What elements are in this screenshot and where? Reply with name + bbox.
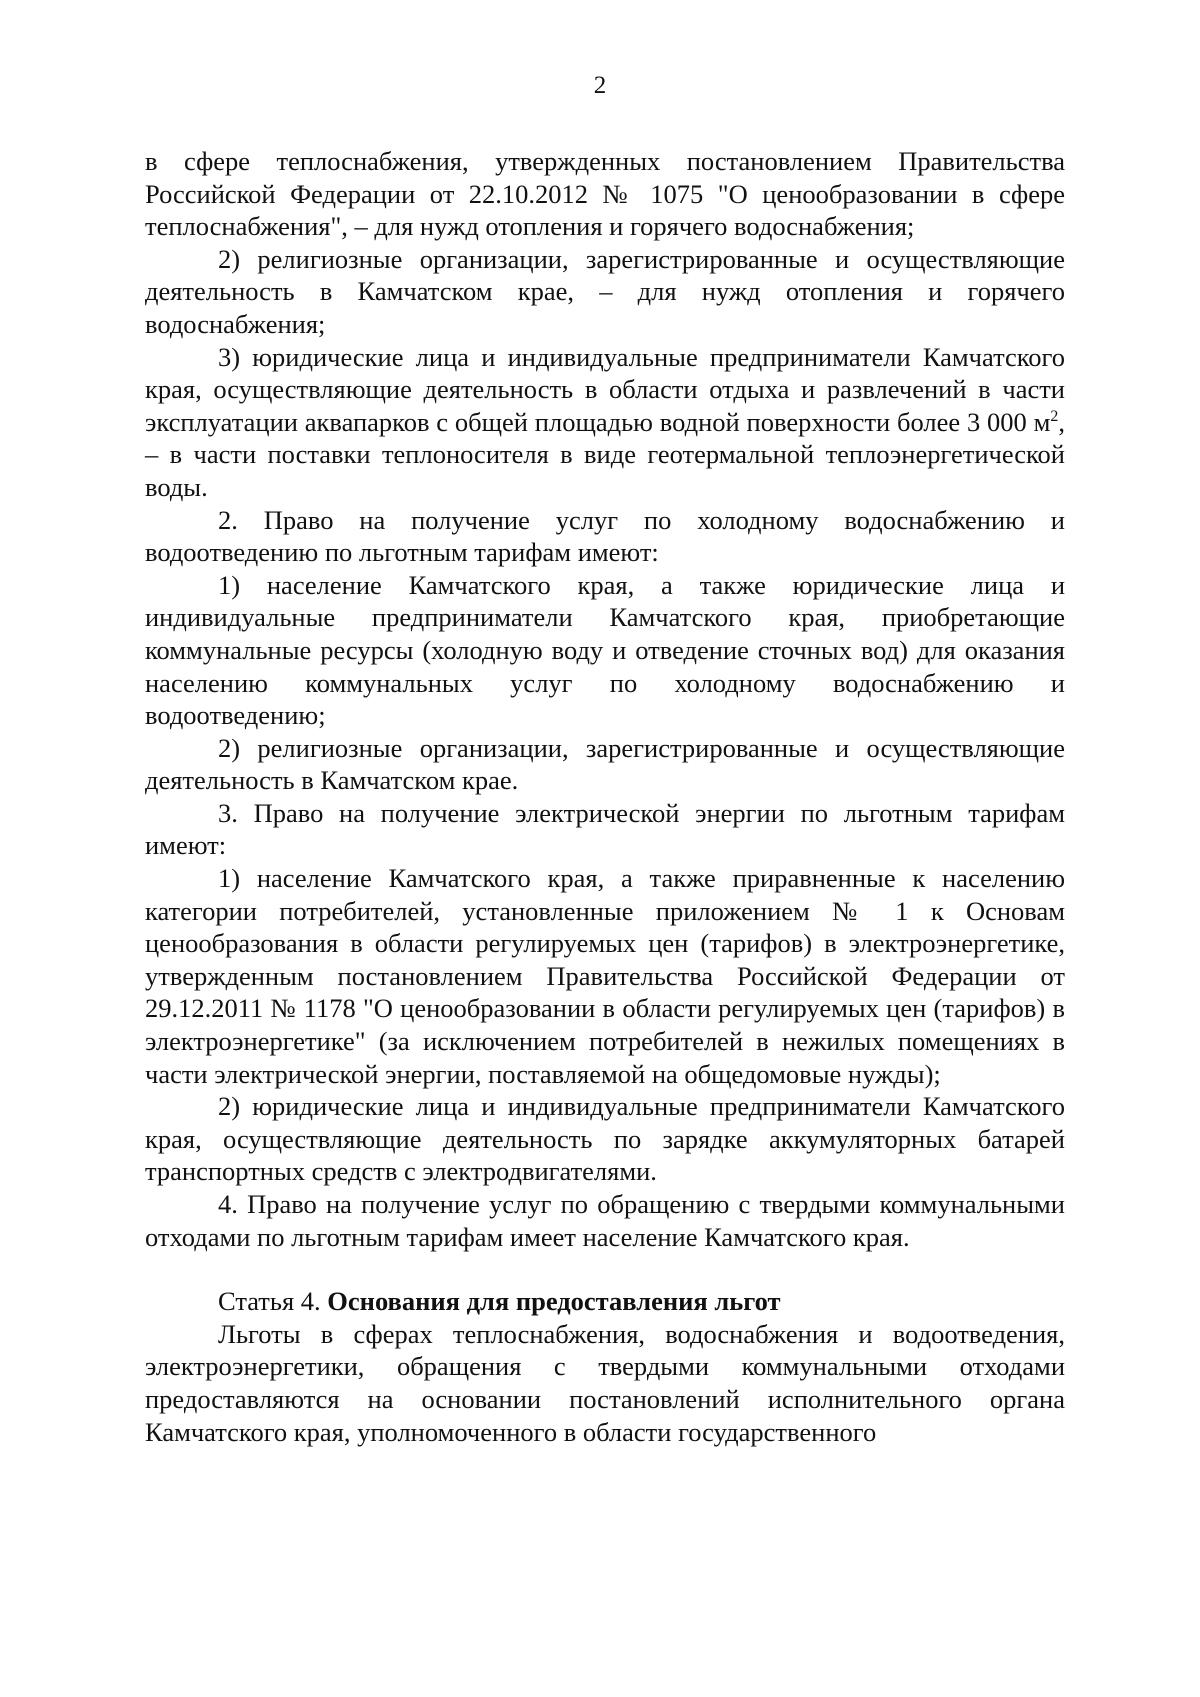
paragraph-item-religious-heat: 2) религиозные организации, зарегистрированные и осуществляющие деятельность в Камчатском крае, – для нужд отопления и горячего водоснабжения; [145,243,1065,339]
paragraph-item-ev-charging: 2) юридические лица и индивидуальные предприниматели Камчатского края, осуществляющие деятельность по зарядке аккумуляторных батарей транспортных средств с электродвигателями. [145,1091,1065,1187]
paragraph-section-4: 4. Право на получение услуг по обращению с твердыми коммунальными отходами по льготным тарифам имеет население Камчатского края. [145,1189,1065,1252]
paragraph-continuation: в сфере теплоснабжения, утвержденных постановлением Правительства Российской Федерации от 22.10.2012 № 1075 "О ценообразовании в сфере теплоснабжения", – для нужд отопления и горячего водоснабжения; [145,146,1065,242]
article-label: Статья 4. [218,1286,321,1317]
article-heading [145,1285,1065,1318]
paragraph-item-population-water: 1) население Камчатского края, а также юридические лица и индивидуальные предприниматели Камчатского края, приобретающие коммунальные ресурсы (холодную воду и отведение сточных вод) для оказания населению коммунальных услуг по холодному водоснабжению и водоотведению; [145,569,1065,731]
paragraph-item-population-electricity: 1) население Камчатского края, а также приравненные к населению категории потребителей, установленные приложением № 1 к Основам ценообразования в области регулируемых цен (тарифов) в электроэнергетике, утвержденным постановлением Правительства Российской Федерации от 29.12.2011 № 1178 "О ценообразовании в области регулируемых цен (тарифов) в электроэнергетике" (за исключением потребителей в нежилых помещениях в части электрической энергии, поставляемой на общедомовые нужды); [145,863,1065,1089]
page-number: 2 [593,72,607,99]
aquapark-text-before: 3) юридические лица и индивидуальные предприниматели Камчатского края, осуществляющие деятельность в области отдыха и развлечений в части эксплуатации аквапарков с общей площадью водной поверхности более 3 000 м [145,341,1065,437]
article-paragraph: Льготы в сферах теплоснабжения, водоснабжения и водоотведения, электроэнергетики, обращения с твердыми коммунальными отходами предоставляются на основании постановлений исполнительного органа Камчатского края, уполномоченного в области государственного [145,1318,1065,1447]
paragraph-section-2: 2. Право на получение услуг по холодному водоснабжению и водоотведению по льготным тарифам имеют: [145,504,1065,568]
paragraph-item-aquaparks [145,341,1065,504]
paragraph-section-3: 3. Право на получение электрической энергии по льготным тарифам имеют: [145,797,1065,861]
square-meter-superscript: 2 [1050,407,1059,425]
aquapark-text-after: , – в части поставки теплоносителя в виде геотермальной теплоэнергетической воды. [145,406,1065,502]
paragraph-item-religious-water: 2) религиозные организации, зарегистрированные и осуществляющие деятельность в Камчатском крае. [145,732,1065,796]
document-body [145,145,1065,1448]
article-title: Основания для предоставления льгот [327,1286,781,1317]
